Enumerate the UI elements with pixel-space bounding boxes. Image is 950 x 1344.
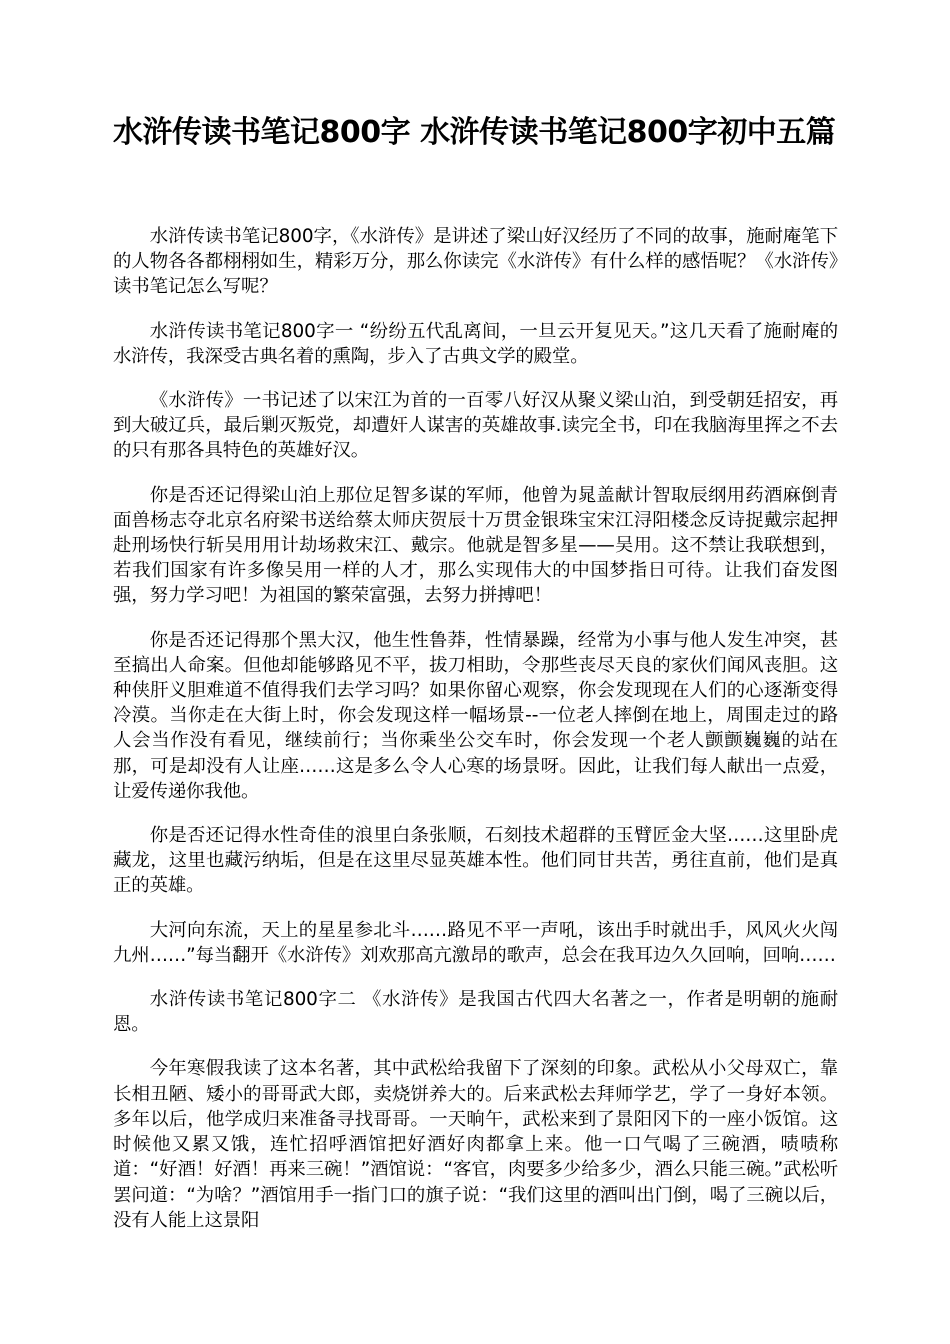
paragraph: 《水浒传》一书记述了以宋江为首的一百零八好汉从聚义梁山泊，到受朝廷招安，再到大破辽兵，最后剿灭叛党，却遭奸人谋害的英雄故事.读完全书，印在我脑海里挥之不去的只有那各具特色的英雄好汉。 xyxy=(113,390,838,462)
paragraph: 你是否还记得那个黑大汉，他生性鲁莽，性情暴躁，经常为小事与他人发生冲突，甚至搞出人命案。但他却能够路见不平，拔刀相助，令那些丧尽天良的家伙们闻风丧胆。这种侠肝义胆难道不值得我们去学习吗？如果你留心观察，你会发现现在人们的心逐渐变得冷漠。当你走在大街上时，你会发现这样一幅场景--一位老人摔倒在地上，周围走过的路人会当作没有看见，继续前行；当你乘坐公交车时，你会发现一个老人颤颤巍巍的站在那，可是却没有人让座……这是多么令人心寒的场景呀。因此，让我们每人献出一点爱，让爱传递你我他。 xyxy=(113,629,838,802)
paragraph: 你是否还记得水性奇佳的浪里白条张顺，石刻技术超群的玉臂匠金大坚……这里卧虎藏龙，这里也藏污纳垢，但是在这里尽显英雄本性。他们同甘共苦，勇往直前，他们是真正的英雄。 xyxy=(113,825,838,897)
paragraph: 今年寒假我读了这本名著，其中武松给我留下了深刻的印象。武松从小父母双亡，靠长相丑陋、矮小的哥哥武大郎，卖烧饼养大的。后来武松去拜师学艺，学了一身好本领。多年以后，他学成归来准备寻找哥哥。一天晌午，武松来到了景阳冈下的一座小饭馆。这时候他又累又饿，连忙招呼酒馆把好酒好肉都拿上来。他一口气喝了三碗酒，啧啧称道：“好酒！好酒！再来三碗！”酒馆说：“客官，肉要多少给多少，酒么只能三碗。”武松听罢问道：“为啥？”酒馆用手一指门口的旗子说：“我们这里的酒叫出门倒，喝了三碗以后，没有人能上这景阳 xyxy=(113,1058,838,1231)
document-title: 水浒传读书笔记800字 水浒传读书笔记800字初中五篇 xyxy=(113,115,836,150)
paragraph: 你是否还记得梁山泊上那位足智多谋的军师，他曾为晁盖献计智取辰纲用药酒麻倒青面兽杨志夺北京名府梁书送给蔡太师庆贺辰十万贯金银珠宝宋江浔阳楼念反诗捉戴宗起押赴刑场快行斩吴用用计劫场救宋江、戴宗。他就是智多星——吴用。这不禁让我联想到，若我们国家有许多像吴用一样的人才，那么实现伟大的中国梦指日可待。让我们奋发图强，努力学习吧！为祖国的繁荣富强，去努力拼搏吧！ xyxy=(113,484,838,607)
paragraph: 水浒传读书笔记800字一 “纷纷五代乱离间，一旦云开复见天。”这几天看了施耐庵的水浒传，我深受古典名着的熏陶，步入了古典文学的殿堂。 xyxy=(113,320,838,367)
paragraph: 水浒传读书笔记800字，《水浒传》是讲述了梁山好汉经历了不同的故事，施耐庵笔下的人物各各都栩栩如生，精彩万分，那么你读完《水浒传》有什么样的感悟呢？《水浒传》读书笔记怎么写呢？ xyxy=(113,226,838,298)
document-body xyxy=(113,224,838,1252)
paragraph: 大河向东流，天上的星星参北斗……路见不平一声吼，该出手时就出手，风风火火闯九州……”每当翻开《水浒传》刘欢那高亢激昂的歌声，总会在我耳边久久回响，回响…… xyxy=(113,919,838,966)
paragraph: 水浒传读书笔记800字二 《水浒传》是我国古代四大名著之一，作者是明朝的施耐恩。 xyxy=(113,989,838,1036)
